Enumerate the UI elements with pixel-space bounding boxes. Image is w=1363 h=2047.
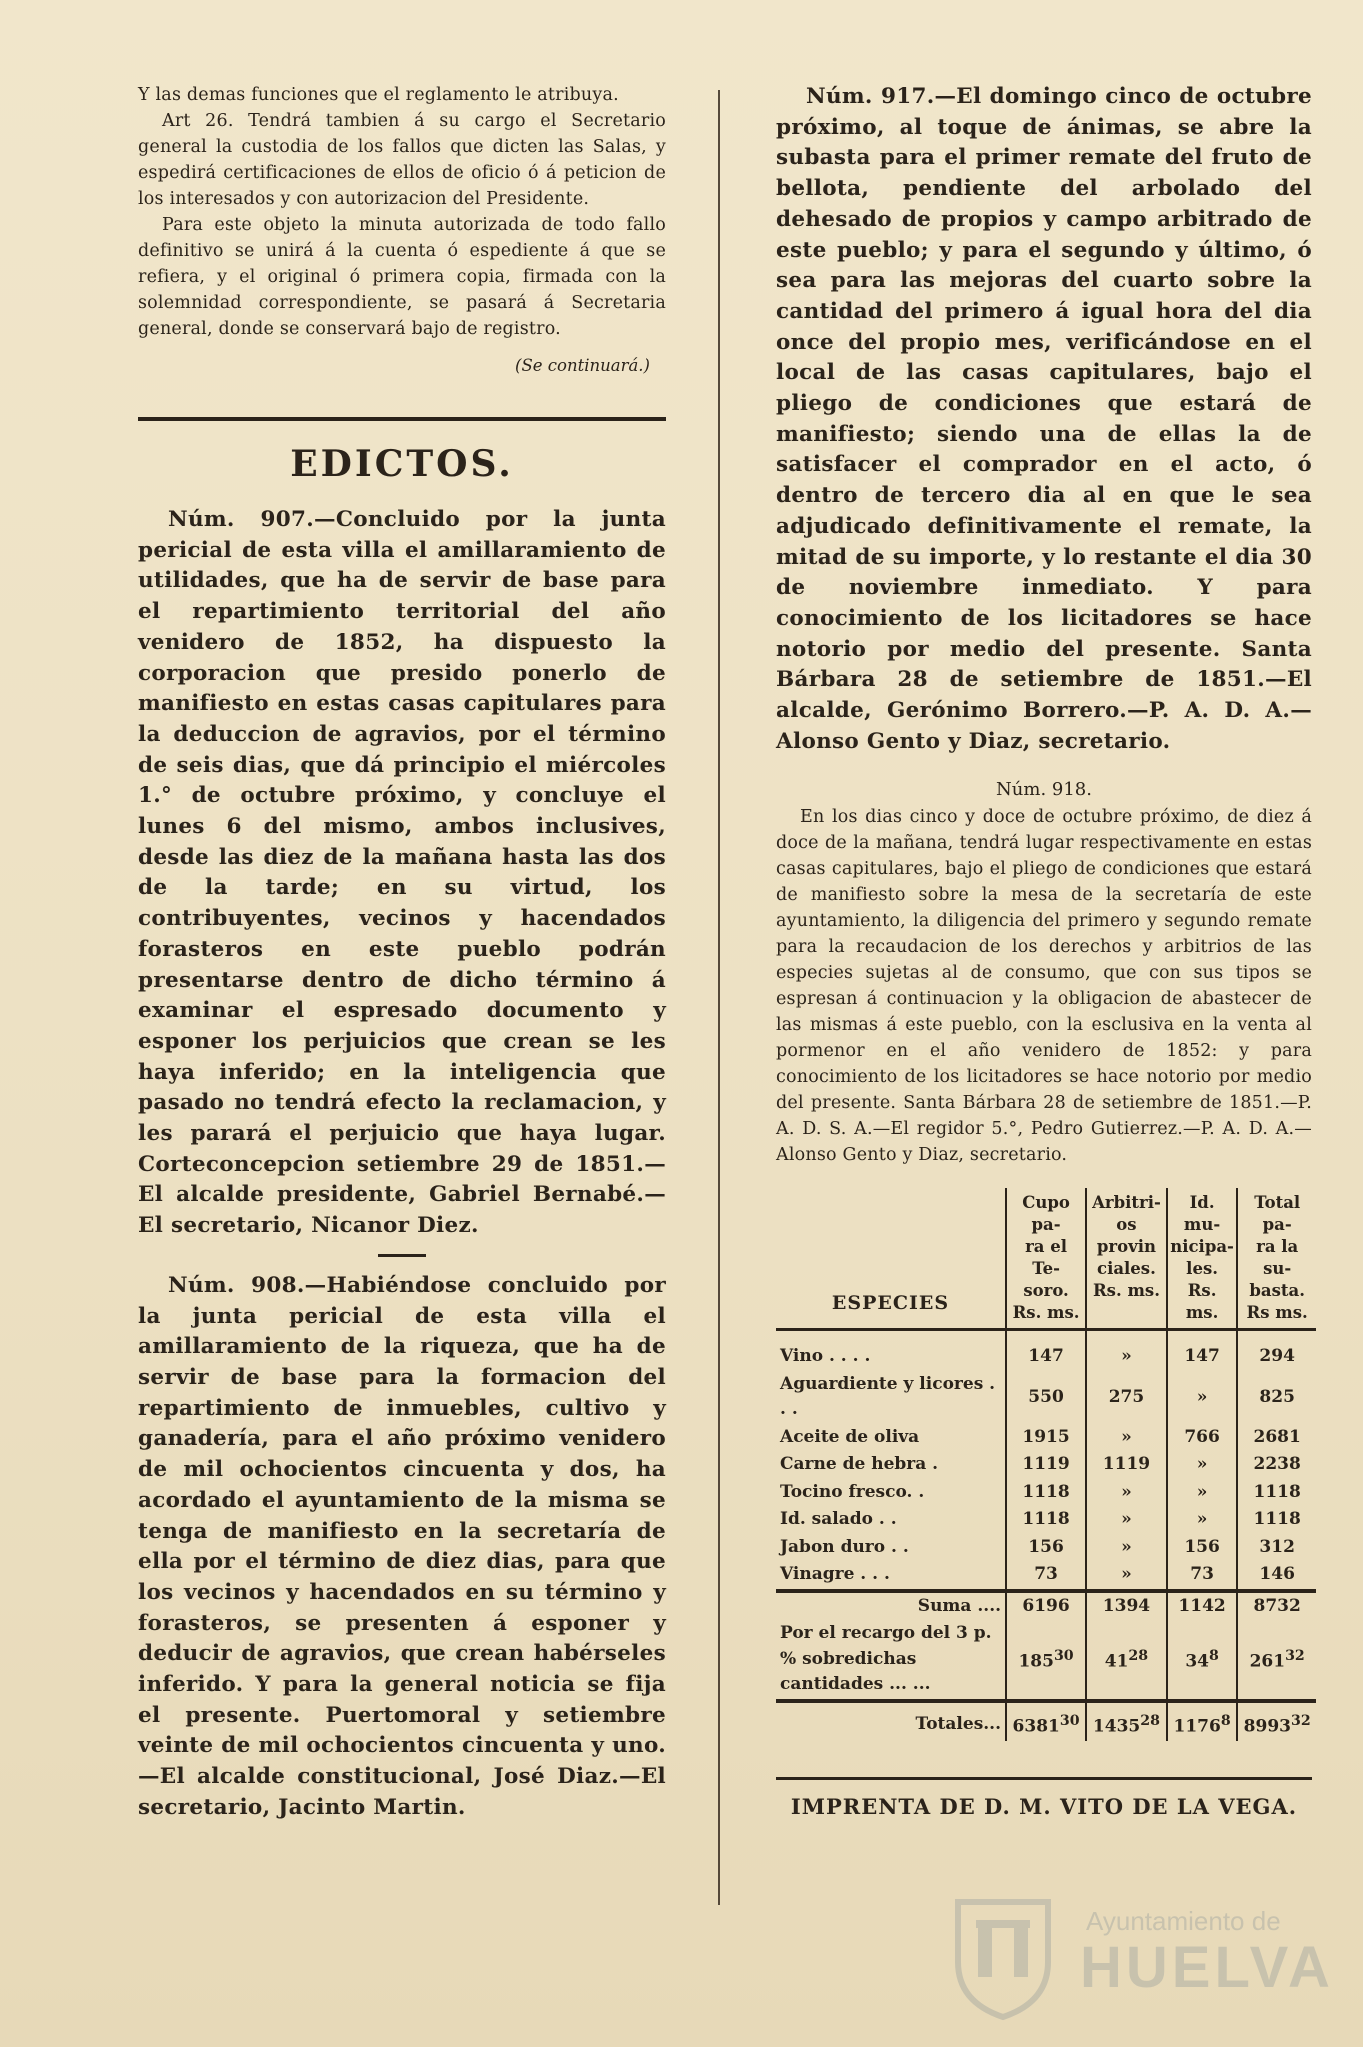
cell-total: 825 [1237,1371,1316,1424]
cell-municipales: » [1167,1479,1238,1507]
recargo-label: Por el recargo del 3 p. % sobredichas cantidades ... ... [780,1623,992,1695]
amount: 1435 [1092,1716,1141,1737]
suma-row [776,1591,1316,1621]
recargo-arbitrios [1086,1620,1167,1701]
cell-arbitrios: » [1086,1561,1167,1591]
header-line: Arbitri- [1092,1193,1161,1213]
cell-municipales: » [1167,1451,1238,1479]
cell-arbitrios: » [1086,1506,1167,1534]
edict-907-text: Núm. 907.—Concluido por la junta pericial de esta villa el amillaramiento de utilidades, que ha de servir de base para el repartimiento territorial del año venidero de 1852, ha dispuesto la corporacion que presido ponerlo de manifiesto en estas casas capitulares para la deduccion de agravios, por el término de seis dias, que dá principio el miércoles 1.° de octubre próximo, y concluye el lunes 6 del mismo, ambos inclusives, desde las diez de la mañana hasta las dos de la tarde; en su virtud, los contribuyentes, vecinos y hacendados forasteros en este pueblo podrán presentarse dentro de dicho término á examinar el espresado documento y esponer los perjuicios que crean se les haya inferido; en la inteligencia que pasado no tendrá efecto la reclamacion, y les parará el perjuicio que haya lugar. Corteconcepcion setiembre 29 de 1851.—El alcalde presidente, Gabriel Bernabé.—El secretario, Nicanor Diez. [138,507,666,1239]
table-row [776,1534,1316,1562]
right-column [776,82,1312,1819]
cell-municipales: 147 [1167,1343,1238,1371]
cell-arbitrios: 1119 [1086,1451,1167,1479]
amount-cents: 30 [1059,1712,1080,1729]
header-line: ra el Te- [1025,1237,1067,1279]
suma-arbitrios: 1394 [1086,1591,1167,1621]
cell-cupo: 1118 [1006,1479,1086,1507]
row-label: Vino . . . . [780,1346,871,1367]
amount: 185 [1018,1651,1054,1672]
printer-imprint: IMPRENTA DE D. M. VITO DE LA VEGA. [776,1777,1312,1819]
table-row [776,1371,1316,1424]
edict-918-text: En los dias cinco y doce de octubre próximo, de diez á doce de la mañana, tendrá lugar respectivamente en estas casas capitulares, bajo el pliego de condiciones que estará de manifiesto sobre la mesa de la secretaría de este ayuntamiento, la diligencia del primero y segundo remate para la recaudacion de los derechos y arbitrios de las especies sujetas al de consumo, que con sus tipos se espresan á continuacion y la obligacion de abastecer de las mismas á este pueblo, con la esclusiva en la venta al pormenor en el año venidero de 1852: y para conocimiento de los licitadores se hace notorio por medio del presente. Santa Bárbara 28 de setiembre de 1851.—P. A. D. S. A.—El regidor 5.°, Pedro Gutierrez.—P. A. D. A.—Alonso Gento y Diaz, secretario. [776,807,1312,1166]
cell-municipales: 73 [1167,1561,1238,1591]
cell-cupo: 156 [1006,1534,1086,1562]
section-divider [138,417,666,421]
amount-cents: 30 [1053,1648,1074,1665]
table-spacer [1006,1330,1086,1344]
header-municipales [1167,1188,1238,1330]
amount: 41 [1104,1651,1129,1672]
cell-arbitrios: » [1086,1479,1167,1507]
header-unit: Rs. ms. [1185,1281,1219,1323]
header-especies: ESPECIES [831,1292,950,1315]
amount-cents: 28 [1128,1648,1149,1665]
edict-908-text: Núm. 908.—Habiéndose concluido por la junta pericial de esta villa el amillaramiento de la riqueza, que ha de servir de base para la formacion del repartimiento de inmuebles, cultivo y ganadería, para el año próximo venidero de mil ochocientos cincuenta y dos, ha acordado el ayuntamiento de la misma se tenga de manifiesto en la secretaría de ella por el término de diez dias, para que los vecinos y hacendados en su término y forasteros, se presenten á esponer y deducir de agravios, que crean habérseles inferido. Y para la general noticia se fija el presente. Puertomoral y setiembre veinte de mil ochocientos cincuenta y uno.—El alcalde constitucional, José Diaz.—El secretario, Jacinto Martin. [138,1272,666,1820]
cell-cupo: 147 [1006,1343,1086,1371]
cell-total: 146 [1237,1561,1316,1591]
cell-total: 2681 [1237,1424,1316,1452]
recargo-total [1237,1620,1316,1701]
consumption-table [776,1188,1316,1741]
table-row [776,1561,1316,1591]
header-line: ciales. [1097,1259,1156,1279]
header-line: les. [1186,1259,1218,1279]
totales-total [1237,1701,1316,1741]
header-total [1237,1188,1316,1330]
edict-separator [378,1254,426,1257]
row-label: Id. salado . . [780,1509,897,1530]
row-label: Vinagre . . . [780,1564,890,1585]
header-line: soro. [1023,1281,1069,1301]
table-spacer [1167,1330,1238,1344]
cell-cupo: 550 [1006,1371,1086,1424]
regulation-paragraph: Y las demas funciones que el reglamento le atribuya. [138,85,619,105]
table-row [776,1479,1316,1507]
cell-total: 294 [1237,1343,1316,1371]
cell-total: 312 [1237,1534,1316,1562]
column-divider [718,90,720,1905]
cell-municipales: 766 [1167,1424,1238,1452]
recargo-cupo [1006,1620,1086,1701]
amount: 1176 [1173,1716,1221,1737]
regulation-paragraph: Para este objeto la minuta autorizada de todo fallo definitivo se unirá á la cuenta ó espediente á que se refiera, y el original ó primera copia, firmada con la solemnidad correspondiente, se pasará á Secretaria general, donde se conservará bajo de registro. [138,215,666,339]
cell-cupo: 1118 [1006,1506,1086,1534]
cell-municipales: » [1167,1371,1238,1424]
cell-cupo: 73 [1006,1561,1086,1591]
header-unit: Rs ms. [1246,1303,1308,1323]
archive-watermark [948,1888,1348,2028]
header-unit: Rs. ms. [1012,1303,1080,1323]
header-line: ra la su- [1256,1237,1299,1279]
edict-917 [776,82,1312,757]
header-line: Cupo pa- [1022,1193,1070,1235]
cell-arbitrios: 275 [1086,1371,1167,1424]
totales-arbitrios [1086,1701,1167,1741]
edict-918-heading: Núm. 918. [996,779,1092,801]
table-header-rule [776,1330,1316,1344]
header-line: Id. mu- [1183,1193,1221,1235]
cell-arbitrios: » [1086,1343,1167,1371]
left-column [138,82,666,1824]
row-label: Carne de hebra . [780,1454,939,1475]
cell-municipales: 156 [1167,1534,1238,1562]
table-header-row [776,1188,1316,1330]
totales-row [776,1701,1316,1741]
amount: 34 [1185,1651,1209,1672]
suma-municipales: 1142 [1167,1591,1238,1621]
row-label: Tocino fresco. . [780,1481,925,1502]
table-row [776,1424,1316,1452]
cell-total: 1118 [1237,1479,1316,1507]
header-line: basta. [1249,1281,1305,1301]
watermark-subtitle: Ayuntamiento de [1086,1906,1281,1936]
table-spacer [1086,1330,1167,1344]
cell-cupo: 1119 [1006,1451,1086,1479]
edict-907 [138,505,666,1242]
amount-cents: 32 [1285,1648,1305,1665]
table-row [776,1506,1316,1534]
amount-cents: 28 [1140,1712,1160,1729]
cell-arbitrios: » [1086,1534,1167,1562]
continued-note: (Se continuará.) [515,356,650,375]
regulation-text [138,82,666,342]
header-unit: Rs. ms. [1092,1281,1160,1301]
cell-cupo: 1915 [1006,1424,1086,1452]
row-label: Jabon duro . . [780,1536,909,1557]
totales-municipales [1167,1701,1238,1741]
header-line: os provin [1096,1215,1156,1257]
cell-arbitrios: » [1086,1424,1167,1452]
table-spacer [1237,1330,1316,1344]
recargo-municipales [1167,1620,1238,1701]
table-row [776,1451,1316,1479]
totales-label: Totales... [776,1701,1006,1741]
regulation-paragraph: Art 26. Tendrá tambien á su cargo el Secretario general la custodia de los fallos que dicten las Salas, y espedirá certificaciones de ellos de oficio ó á peticion de los interesados y con autorizacion del Presidente. [138,111,666,209]
recargo-row [776,1620,1316,1701]
row-label: Aguardiente y licores . . . [780,1373,996,1420]
table-row [776,1343,1316,1371]
city-crest-icon [948,1892,1058,2022]
edict-908 [138,1271,666,1824]
header-line: Total pa- [1254,1193,1301,1235]
amount: 8993 [1243,1716,1291,1737]
table-body [776,1330,1316,1741]
amount-cents: 32 [1290,1712,1311,1729]
amount: 6381 [1012,1716,1060,1737]
amount-cents: 8 [1220,1712,1231,1729]
section-title: EDICTOS. [290,443,514,485]
watermark-title: HUELVA [1080,1935,1334,2000]
cell-municipales: » [1167,1506,1238,1534]
amount-cents: 8 [1208,1648,1219,1665]
suma-total: 8732 [1237,1591,1316,1621]
suma-label: Suma .... [776,1591,1006,1621]
header-arbitrios [1086,1188,1167,1330]
header-line: nicipa- [1170,1237,1234,1257]
cell-total: 1118 [1237,1506,1316,1534]
cell-total: 2238 [1237,1451,1316,1479]
row-label: Aceite de oliva [780,1426,920,1447]
totales-cupo [1006,1701,1086,1741]
table-spacer [776,1330,1006,1344]
edict-918 [776,804,1312,1168]
header-cupo [1006,1188,1086,1330]
suma-cupo: 6196 [1006,1591,1086,1621]
edict-917-text: Núm. 917.—El domingo cinco de octubre próximo, al toque de ánimas, se abre la subasta para el primer remate del fruto de bellota, pendiente del arbolado del dehesado de propios y campo arbitrado de este pueblo; y para el segundo y último, ó sea para las mejoras del cuarto sobre la cantidad del primero á igual hora del dia once del propio mes, verificándose en el local de las casas capitulares, bajo el pliego de condiciones que estará de manifiesto; siendo una de ellas la de satisfacer el comprador en el acto, ó dentro de tercero dia al en que le sea adjudicado definitivamente el remate, la mitad de su importe, y lo restante el dia 30 de noviembre inmediato. Y para conocimiento de los licitadores se hace notorio por medio del presente. Santa Bárbara 28 de setiembre de 1851.—El alcalde, Gerónimo Borrero.—P. A. D. A.—Alonso Gento y Diaz, secretario. [776,84,1312,754]
amount: 261 [1249,1651,1286,1672]
